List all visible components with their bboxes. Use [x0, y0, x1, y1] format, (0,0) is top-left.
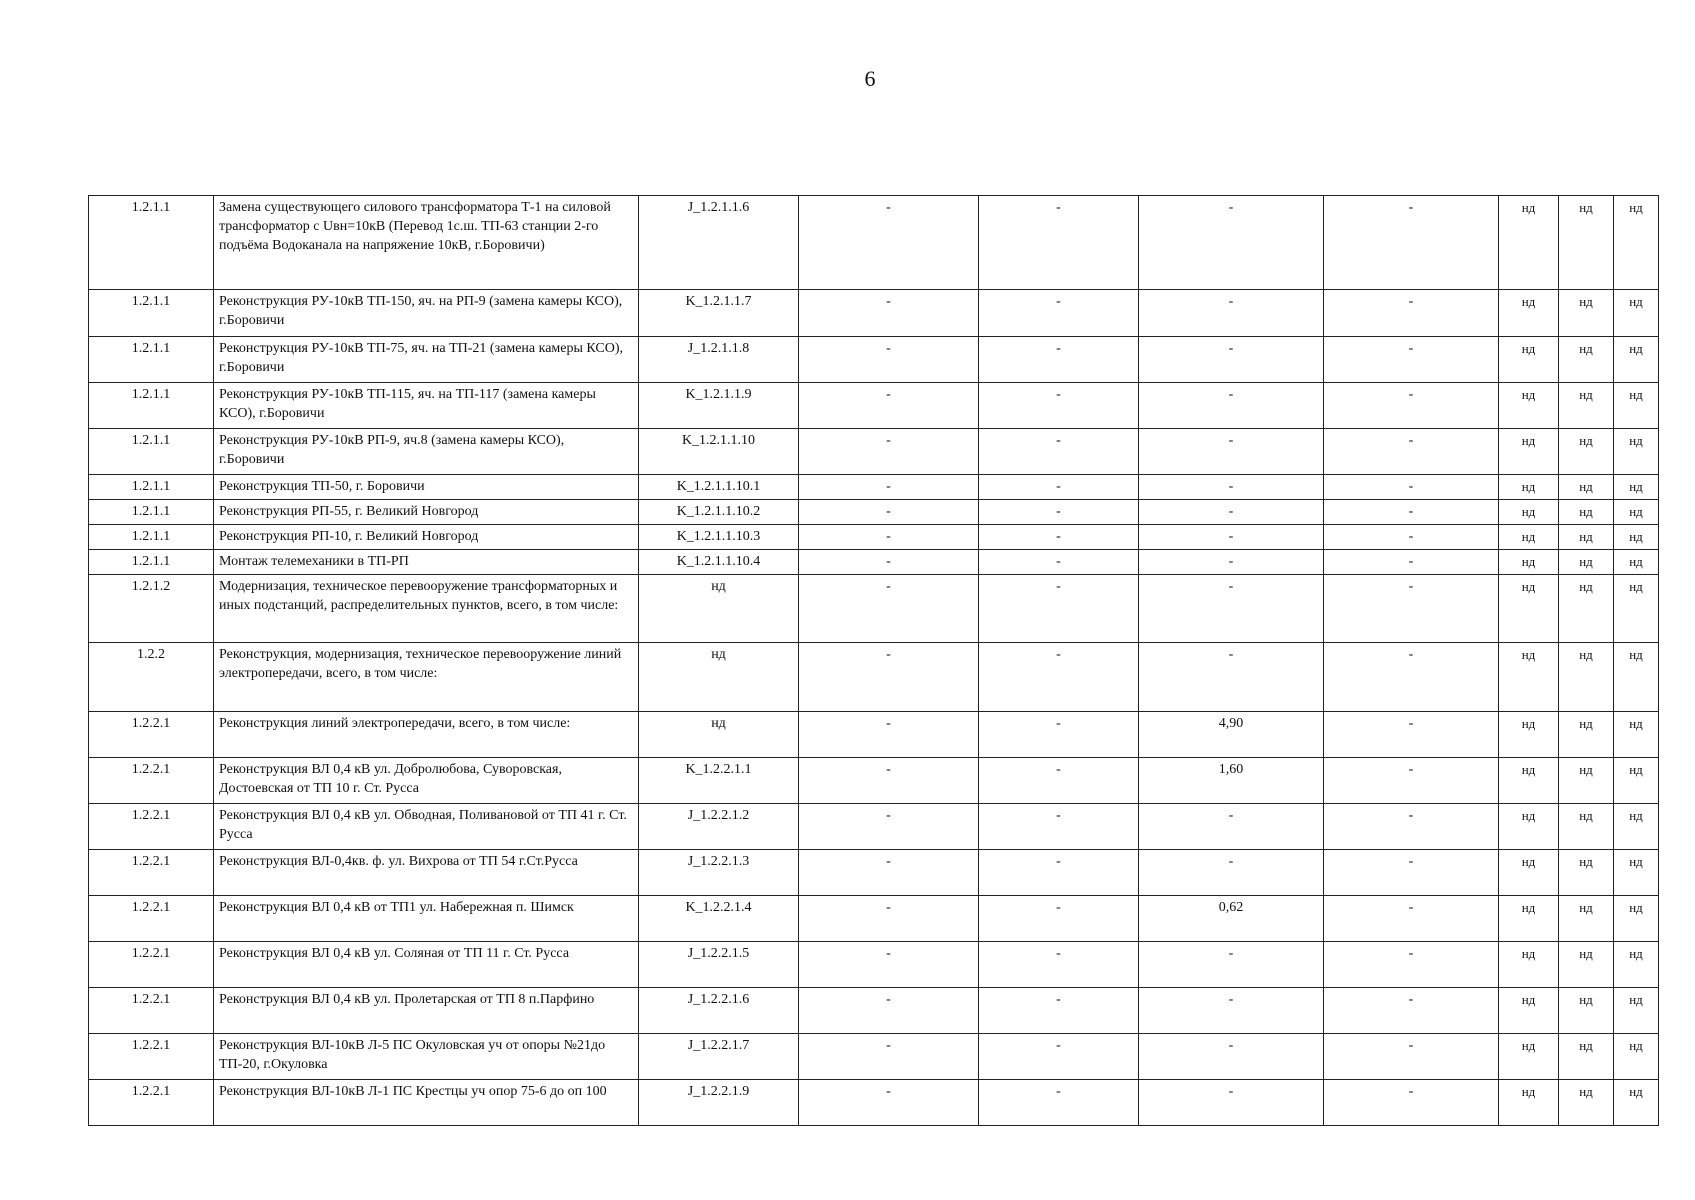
row-nd-1: нд — [1499, 500, 1559, 525]
row-value-2: - — [979, 850, 1139, 896]
row-value-2: - — [979, 550, 1139, 575]
table-body — [89, 196, 1659, 1126]
row-nd-2: нд — [1559, 500, 1614, 525]
row-nd-2: нд — [1559, 475, 1614, 500]
row-code: K_1.2.2.1.4 — [639, 896, 799, 942]
table-row — [89, 758, 1659, 804]
row-value-2: - — [979, 575, 1139, 643]
table-row — [89, 500, 1659, 525]
row-nd-2: нд — [1559, 804, 1614, 850]
row-description: Реконструкция ТП-50, г. Боровичи — [214, 475, 639, 500]
row-value-1: - — [799, 429, 979, 475]
row-number: 1.2.2.1 — [89, 850, 214, 896]
row-nd-1: нд — [1499, 196, 1559, 290]
row-number: 1.2.2.1 — [89, 896, 214, 942]
row-description: Реконструкция ВЛ-10кВ Л-5 ПС Окуловская уч от опоры №21до ТП-20, г.Окуловка — [214, 1034, 639, 1080]
row-nd-2: нд — [1559, 337, 1614, 383]
row-value-2: - — [979, 988, 1139, 1034]
row-value-2: - — [979, 525, 1139, 550]
row-value-4: - — [1324, 383, 1499, 429]
table-row — [89, 850, 1659, 896]
investment-table — [88, 195, 1659, 1126]
row-number: 1.2.2.1 — [89, 712, 214, 758]
page-number: 6 — [864, 66, 876, 91]
row-description: Реконструкция ВЛ 0,4 кВ от ТП1 ул. Набережная п. Шимск — [214, 896, 639, 942]
row-nd-1: нд — [1499, 525, 1559, 550]
row-nd-3: нд — [1614, 383, 1659, 429]
table-row — [89, 429, 1659, 475]
row-value-3: - — [1139, 290, 1324, 337]
row-value-4: - — [1324, 196, 1499, 290]
row-nd-2: нд — [1559, 429, 1614, 475]
row-nd-2: нд — [1559, 896, 1614, 942]
row-nd-2: нд — [1559, 942, 1614, 988]
row-value-4: - — [1324, 290, 1499, 337]
row-nd-1: нд — [1499, 942, 1559, 988]
row-description: Реконструкция ВЛ 0,4 кВ ул. Пролетарская от ТП 8 п.Парфино — [214, 988, 639, 1034]
row-description: Реконструкция ВЛ 0,4 кВ ул. Соляная от ТП 11 г. Ст. Русса — [214, 942, 639, 988]
row-value-4: - — [1324, 550, 1499, 575]
row-nd-3: нд — [1614, 942, 1659, 988]
row-value-1: - — [799, 475, 979, 500]
row-description: Замена существующего силового трансформатора Т-1 на силовой трансформатор с Uвн=10кВ (Перевод 1с.ш. ТП-63 станции 2-го подъёма Водоканала на напряжение 10кВ, г.Боровичи) — [214, 196, 639, 290]
row-nd-3: нд — [1614, 290, 1659, 337]
row-nd-3: нд — [1614, 988, 1659, 1034]
row-value-3: - — [1139, 429, 1324, 475]
row-code: J_1.2.2.1.2 — [639, 804, 799, 850]
row-value-1: - — [799, 712, 979, 758]
row-value-3: - — [1139, 942, 1324, 988]
row-value-4: - — [1324, 475, 1499, 500]
row-number: 1.2.2.1 — [89, 1034, 214, 1080]
row-number: 1.2.1.1 — [89, 525, 214, 550]
table-row — [89, 988, 1659, 1034]
table-row — [89, 290, 1659, 337]
row-value-1: - — [799, 550, 979, 575]
table-row — [89, 196, 1659, 290]
row-value-2: - — [979, 290, 1139, 337]
row-value-2: - — [979, 475, 1139, 500]
row-description: Реконструкция ВЛ 0,4 кВ ул. Обводная, Поливановой от ТП 41 г. Ст. Русса — [214, 804, 639, 850]
row-nd-3: нд — [1614, 896, 1659, 942]
row-nd-1: нд — [1499, 804, 1559, 850]
row-value-3: - — [1139, 1034, 1324, 1080]
row-value-2: - — [979, 1034, 1139, 1080]
row-nd-3: нд — [1614, 804, 1659, 850]
row-nd-3: нд — [1614, 475, 1659, 500]
row-nd-1: нд — [1499, 988, 1559, 1034]
row-nd-2: нд — [1559, 290, 1614, 337]
row-code: J_1.2.2.1.9 — [639, 1080, 799, 1126]
row-value-1: - — [799, 988, 979, 1034]
table-row — [89, 1080, 1659, 1126]
table-row — [89, 525, 1659, 550]
table-row — [89, 804, 1659, 850]
row-nd-1: нд — [1499, 850, 1559, 896]
row-value-4: - — [1324, 942, 1499, 988]
row-description: Реконструкция РУ-10кВ ТП-150, яч. на РП-9 (замена камеры КСО), г.Боровичи — [214, 290, 639, 337]
row-value-4: - — [1324, 850, 1499, 896]
row-nd-3: нд — [1614, 643, 1659, 712]
row-value-4: - — [1324, 988, 1499, 1034]
row-value-3: - — [1139, 196, 1324, 290]
row-nd-1: нд — [1499, 383, 1559, 429]
row-nd-3: нд — [1614, 758, 1659, 804]
table-row — [89, 712, 1659, 758]
row-nd-2: нд — [1559, 850, 1614, 896]
row-nd-2: нд — [1559, 196, 1614, 290]
row-value-4: - — [1324, 500, 1499, 525]
row-value-3: 4,90 — [1139, 712, 1324, 758]
row-nd-1: нд — [1499, 896, 1559, 942]
row-nd-3: нд — [1614, 1034, 1659, 1080]
row-description: Модернизация, техническое перевооружение трансформаторных и иных подстанций, распределительных пунктов, всего, в том числе: — [214, 575, 639, 643]
row-number: 1.2.2 — [89, 643, 214, 712]
row-value-1: - — [799, 525, 979, 550]
row-value-4: - — [1324, 804, 1499, 850]
row-code: нд — [639, 643, 799, 712]
row-value-3: - — [1139, 850, 1324, 896]
row-value-2: - — [979, 500, 1139, 525]
row-number: 1.2.1.1 — [89, 429, 214, 475]
row-value-1: - — [799, 643, 979, 712]
row-value-2: - — [979, 337, 1139, 383]
row-value-1: - — [799, 575, 979, 643]
row-number: 1.2.2.1 — [89, 942, 214, 988]
row-code: нд — [639, 712, 799, 758]
row-code: J_1.2.2.1.7 — [639, 1034, 799, 1080]
row-nd-1: нд — [1499, 1080, 1559, 1126]
row-number: 1.2.1.1 — [89, 337, 214, 383]
row-nd-1: нд — [1499, 550, 1559, 575]
row-nd-1: нд — [1499, 337, 1559, 383]
row-number: 1.2.1.1 — [89, 196, 214, 290]
row-value-4: - — [1324, 896, 1499, 942]
row-value-3: - — [1139, 1080, 1324, 1126]
table-row — [89, 475, 1659, 500]
row-value-4: - — [1324, 575, 1499, 643]
row-nd-2: нд — [1559, 988, 1614, 1034]
table-row — [89, 942, 1659, 988]
row-number: 1.2.1.1 — [89, 550, 214, 575]
table-row — [89, 896, 1659, 942]
row-nd-2: нд — [1559, 712, 1614, 758]
row-value-2: - — [979, 196, 1139, 290]
row-value-3: - — [1139, 383, 1324, 429]
row-value-2: - — [979, 804, 1139, 850]
row-value-1: - — [799, 290, 979, 337]
row-description: Реконструкция РУ-10кВ ТП-115, яч. на ТП-117 (замена камеры КСО), г.Боровичи — [214, 383, 639, 429]
row-nd-3: нд — [1614, 525, 1659, 550]
row-code: K_1.2.1.1.10.1 — [639, 475, 799, 500]
row-description: Реконструкция РУ-10кВ РП-9, яч.8 (замена камеры КСО), г.Боровичи — [214, 429, 639, 475]
row-nd-1: нд — [1499, 712, 1559, 758]
row-nd-2: нд — [1559, 525, 1614, 550]
row-nd-2: нд — [1559, 550, 1614, 575]
row-value-3: 0,62 — [1139, 896, 1324, 942]
row-code: K_1.2.1.1.10.4 — [639, 550, 799, 575]
row-nd-1: нд — [1499, 475, 1559, 500]
row-value-4: - — [1324, 1034, 1499, 1080]
row-nd-2: нд — [1559, 383, 1614, 429]
row-value-4: - — [1324, 1080, 1499, 1126]
row-value-1: - — [799, 896, 979, 942]
row-code: K_1.2.1.1.9 — [639, 383, 799, 429]
row-description: Реконструкция РУ-10кВ ТП-75, яч. на ТП-21 (замена камеры КСО), г.Боровичи — [214, 337, 639, 383]
row-code: J_1.2.2.1.6 — [639, 988, 799, 1034]
row-nd-1: нд — [1499, 758, 1559, 804]
table-row — [89, 643, 1659, 712]
row-nd-1: нд — [1499, 1034, 1559, 1080]
row-number: 1.2.2.1 — [89, 804, 214, 850]
row-code: K_1.2.1.1.10.3 — [639, 525, 799, 550]
row-value-3: - — [1139, 337, 1324, 383]
row-code: J_1.2.1.1.6 — [639, 196, 799, 290]
row-value-2: - — [979, 383, 1139, 429]
row-value-3: - — [1139, 988, 1324, 1034]
row-nd-3: нд — [1614, 575, 1659, 643]
row-value-3: 1,60 — [1139, 758, 1324, 804]
row-number: 1.2.1.1 — [89, 383, 214, 429]
table-row — [89, 1034, 1659, 1080]
row-value-2: - — [979, 429, 1139, 475]
row-nd-3: нд — [1614, 500, 1659, 525]
row-nd-3: нд — [1614, 712, 1659, 758]
row-code: K_1.2.1.1.10.2 — [639, 500, 799, 525]
row-value-1: - — [799, 804, 979, 850]
row-value-2: - — [979, 643, 1139, 712]
row-nd-3: нд — [1614, 550, 1659, 575]
row-number: 1.2.1.1 — [89, 475, 214, 500]
row-nd-2: нд — [1559, 575, 1614, 643]
row-value-3: - — [1139, 575, 1324, 643]
row-code: K_1.2.1.1.10 — [639, 429, 799, 475]
row-value-3: - — [1139, 475, 1324, 500]
table-row — [89, 550, 1659, 575]
row-nd-3: нд — [1614, 429, 1659, 475]
row-nd-2: нд — [1559, 643, 1614, 712]
row-value-2: - — [979, 896, 1139, 942]
row-nd-1: нд — [1499, 643, 1559, 712]
row-number: 1.2.2.1 — [89, 1080, 214, 1126]
row-nd-3: нд — [1614, 196, 1659, 290]
row-description: Реконструкция линий электропередачи, всего, в том числе: — [214, 712, 639, 758]
row-nd-2: нд — [1559, 1080, 1614, 1126]
row-value-1: - — [799, 1080, 979, 1126]
row-value-1: - — [799, 850, 979, 896]
row-description: Монтаж телемеханики в ТП-РП — [214, 550, 639, 575]
row-value-2: - — [979, 758, 1139, 804]
table-row — [89, 575, 1659, 643]
row-nd-3: нд — [1614, 337, 1659, 383]
row-nd-1: нд — [1499, 290, 1559, 337]
row-code: J_1.2.2.1.3 — [639, 850, 799, 896]
row-nd-1: нд — [1499, 429, 1559, 475]
row-number: 1.2.2.1 — [89, 988, 214, 1034]
row-nd-1: нд — [1499, 575, 1559, 643]
row-value-4: - — [1324, 525, 1499, 550]
row-value-3: - — [1139, 550, 1324, 575]
row-number: 1.2.1.1 — [89, 500, 214, 525]
row-description: Реконструкция РП-10, г. Великий Новгород — [214, 525, 639, 550]
row-description: Реконструкция, модернизация, техническое перевооружение линий электропередачи, всего, в том числе: — [214, 643, 639, 712]
table-row — [89, 337, 1659, 383]
row-value-4: - — [1324, 429, 1499, 475]
row-value-1: - — [799, 383, 979, 429]
row-value-1: - — [799, 500, 979, 525]
row-code: J_1.2.2.1.5 — [639, 942, 799, 988]
row-code: J_1.2.1.1.8 — [639, 337, 799, 383]
row-value-1: - — [799, 196, 979, 290]
row-code: K_1.2.1.1.7 — [639, 290, 799, 337]
row-nd-3: нд — [1614, 1080, 1659, 1126]
row-nd-2: нд — [1559, 758, 1614, 804]
row-number: 1.2.2.1 — [89, 758, 214, 804]
row-number: 1.2.1.2 — [89, 575, 214, 643]
row-value-1: - — [799, 942, 979, 988]
row-value-1: - — [799, 1034, 979, 1080]
row-value-2: - — [979, 712, 1139, 758]
row-description: Реконструкция ВЛ 0,4 кВ ул. Добролюбова, Суворовская, Достоевская от ТП 10 г. Ст. Русса — [214, 758, 639, 804]
row-value-3: - — [1139, 525, 1324, 550]
row-number: 1.2.1.1 — [89, 290, 214, 337]
row-value-3: - — [1139, 804, 1324, 850]
row-value-4: - — [1324, 337, 1499, 383]
row-value-1: - — [799, 337, 979, 383]
row-value-4: - — [1324, 712, 1499, 758]
row-code: K_1.2.2.1.1 — [639, 758, 799, 804]
row-value-2: - — [979, 942, 1139, 988]
table-row — [89, 383, 1659, 429]
row-value-2: - — [979, 1080, 1139, 1126]
row-nd-3: нд — [1614, 850, 1659, 896]
row-code: нд — [639, 575, 799, 643]
row-value-4: - — [1324, 643, 1499, 712]
row-value-1: - — [799, 758, 979, 804]
row-nd-2: нд — [1559, 1034, 1614, 1080]
row-description: Реконструкция РП-55, г. Великий Новгород — [214, 500, 639, 525]
row-value-3: - — [1139, 643, 1324, 712]
row-value-3: - — [1139, 500, 1324, 525]
row-value-4: - — [1324, 758, 1499, 804]
row-description: Реконструкция ВЛ-0,4кв. ф. ул. Вихрова от ТП 54 г.Ст.Русса — [214, 850, 639, 896]
row-description: Реконструкция ВЛ-10кВ Л-1 ПС Крестцы уч опор 75-6 до оп 100 — [214, 1080, 639, 1126]
